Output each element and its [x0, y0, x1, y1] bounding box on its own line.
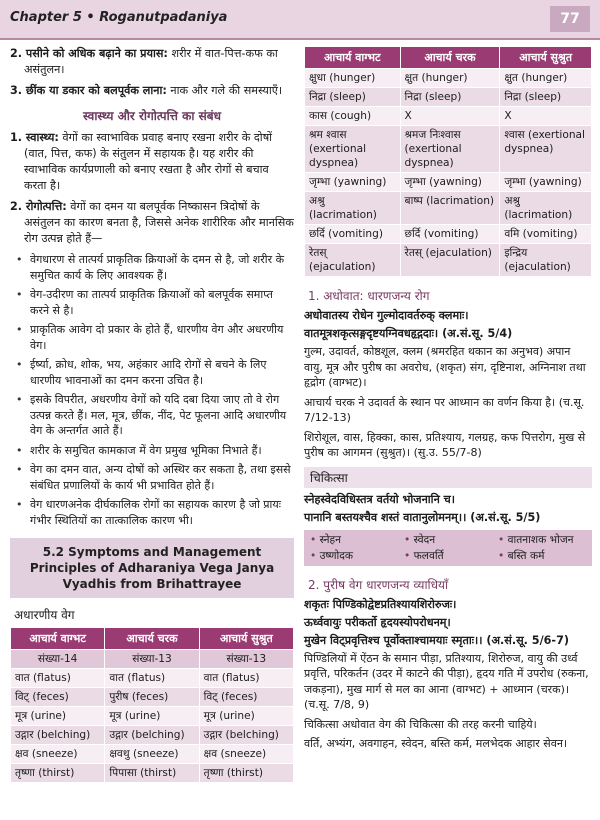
table-cell: X [400, 107, 500, 126]
table-row [305, 88, 592, 107]
table-cell: उद्गार (belching) [105, 726, 199, 745]
table-cell: वात (flatus) [11, 669, 105, 688]
verse-line: मुखेन विट्प्रवृत्तिश्च पूर्वोक्ताश्चामयाः स्मृताः।। (अ.सं.सू. 5/6-7) [304, 633, 569, 647]
table-row [305, 192, 592, 225]
table-cell: अश्रु (lacrimation) [305, 192, 401, 225]
item-text: वेगों का स्वाभाविक प्रवाह बनाए रखना शरीर के दोषों (वात, पित्त, कफ) के संतुलन में सहायक है। यह शरीर की स्वाभाविक कार्यप्रणाली को बनाए रखता है और रोगों से बचाव करता है। [24, 131, 273, 192]
page-header [0, 0, 600, 40]
paragraph: पिण्डिलियों में ऐंठन के समान पीड़ा, प्रतिश्याय, शिरोरुज, वायु की उर्ध्व प्रवृत्ति, परिकर्तन (उदर में काटने की पीड़ा), हृदय गति में उपरोध (रुकना, जकड़ना), मुख मार्ग से मल का आना (वाग्भट) + आध्मान (चरक)। (च.सू. 7/8, 9) [304, 651, 589, 711]
treatment-item: • स्वेदन [404, 533, 492, 547]
table-cell: वमि (vomiting) [500, 225, 592, 244]
treatment-item: • वातनाशक भोजन [498, 533, 586, 547]
bullet-item: • वेगधारण से तात्पर्य प्राकृतिक क्रियाओं के दमन से है, जो शरीर के समुचित कार्य के लिए आवश्यक हैं। [30, 252, 294, 283]
table-cell: रेतस् (ejaculation) [305, 244, 401, 277]
count-row [11, 650, 294, 669]
bullet-item: • ईर्ष्या, क्रोध, शोक, भय, अहंकार आदि रोगों से बचने के लिए धारणीय भावनाओं का दमन करना उचित है। [30, 357, 294, 388]
bullet-item: • वेग धारणअनेक दीर्घकालिक रोगों का सहायक कारण है जो प्रायः गंभीर स्थितियों का तात्कालिक कारण भी। [30, 497, 294, 528]
adharaniya-vega-table-continued [304, 46, 592, 277]
left-column [10, 46, 294, 783]
item-title: 3. छींक या डकार को बलपूर्वक लाना: [10, 84, 167, 97]
table-row [305, 107, 592, 126]
table-cell: क्षवथु (sneeze) [105, 745, 199, 764]
table-row [11, 726, 294, 745]
item-text: शरीर में वात-पित्त-कफ का असंतुलन। [24, 47, 278, 76]
count-cell: संख्या-14 [11, 650, 105, 669]
section-title-box: 5.2 Symptoms and Management Principles of Adharaniya Vega Janya Vyadhis from Brihattrayee [10, 538, 294, 598]
column-header: आचार्य चरक [105, 628, 199, 650]
table-cell: उद्गार (belching) [11, 726, 105, 745]
table-cell: जृम्भा (yawning) [305, 173, 401, 192]
table-label: अधारणीय वेग [14, 608, 75, 622]
table-cell: छर्दि (vomiting) [305, 225, 401, 244]
item-sweat [10, 46, 294, 78]
bullet-item: • वेग का दमन वात, अन्य दोषों को अस्थिर कर सकता है, तथा इससे संबंधित प्रणालियों के कार्य भी प्रभावित होते हैं। [30, 462, 294, 493]
bullet-item: • प्राकृतिक आवेग दो प्रकार के होते हैं, धारणीय वेग और अधरणीय वेग। [30, 322, 294, 353]
table-row [11, 745, 294, 764]
table-cell: जृम्भा (yawning) [400, 173, 500, 192]
table-row [11, 669, 294, 688]
table-cell: निद्रा (sleep) [400, 88, 500, 107]
item-disease [10, 199, 294, 247]
bullet-item: • वेग-उदीरण का तात्पर्य प्राकृतिक क्रियाओं को बलपूर्वक समाप्त करने से है। [30, 287, 294, 318]
treatment-item: • फलवर्ति [404, 549, 492, 563]
paragraph: आचार्य चरक ने उदावर्त के स्थान पर आध्मान का वर्णन किया है। (च.सू. 7/12-13) [304, 395, 585, 424]
verse-line: ऊर्ध्ववायुः परीकर्तो हृदयस्योपरोधनम्। [304, 615, 451, 629]
table-cell: वात (flatus) [199, 669, 293, 688]
item-title: 1. स्वास्थ्य: [10, 131, 59, 144]
table-cell: क्षव (sneeze) [11, 745, 105, 764]
table-cell: अश्रु (lacrimation) [500, 192, 592, 225]
table-cell: तृष्णा (thirst) [199, 764, 293, 783]
table-cell: उद्गार (belching) [199, 726, 293, 745]
paragraph: वर्ति, अभ्यंग, अवगाहन, स्वेदन, बस्ति कर्म, मलभेदक आहार सेवन। [304, 737, 568, 750]
table-cell: श्रमज निःश्वास (exertional dyspnea) [400, 126, 500, 173]
table-header-row [305, 47, 592, 69]
table-cell: श्रम श्वास (exertional dyspnea) [305, 126, 401, 173]
verse-line: शकृतः पिण्डिकोद्वेष्टप्रतिश्यायशिरोरुजः। [304, 597, 457, 611]
verse-line: अधोवातस्य रोधेन गुल्मोदावर्तरुक् क्लमाः। [304, 309, 469, 322]
paragraph: गुल्म, उदावर्त, कोष्ठशूल, क्लम (श्रमरहित थकान का अनुभव) अपान वायु, मूत्र और पुरीष का अवरोध, (शकृत) संग, दृष्टिनाश, अग्निनाश तथा हृद्रोग (वाग्भट)। [304, 345, 586, 389]
table-cell: पिपासा (thirst) [105, 764, 199, 783]
count-cell: संख्या-13 [105, 650, 199, 669]
table-row [305, 244, 592, 277]
table-cell: विट् (feces) [199, 688, 293, 707]
column-header: आचार्य वाग्भट [305, 47, 401, 69]
subheading-health: स्वास्थ्य और रोगोत्पत्ति का संबंध [82, 109, 221, 123]
table-cell: X [500, 107, 592, 126]
table-row [305, 126, 592, 173]
page-number: 77 [550, 6, 590, 32]
table-cell: कास (cough) [305, 107, 401, 126]
item-sneeze [10, 83, 294, 99]
treatment-item: • उष्णोदक [310, 549, 398, 563]
bullet-item: • इसके विपरीत, अधरणीय वेगों को यदि दबा दिया जाए तो वे रोग उत्पन्न करते हैं। मल, मूत्र, छींक, नींद, पेट फूलना आदि अधारणीय वेग के अन्तर्गत आते हैं। [30, 392, 294, 439]
paragraph: शिरोशूल, वास, हिक्का, कास, प्रतिश्याय, गलग्रह, कफ पित्तरोग, मुख से पुरीष का आगमन (सुश्रुत)। (सु.उ. 55/7-8) [304, 430, 586, 459]
adharaniya-vega-table [10, 627, 294, 783]
section-heading-adhovata: 1. अधोवात: धारणजन्य रोग [308, 289, 430, 303]
table-cell: मूत्र (urine) [11, 707, 105, 726]
treatment-label: चिकित्सा [304, 467, 592, 488]
table-cell: इन्द्रिय (ejaculation) [500, 244, 592, 277]
verse-line: वातमूत्रशकृत्सङ्गदृष्टयग्निवधहृद्गदाः। (अ.सं.सू. 5/4) [304, 327, 513, 340]
verse-line: पानानि बस्तयश्चैव शस्तं वातानुलोमनम्।। (अ.सं.सू. 5/5) [304, 510, 541, 524]
section-heading-purisha: 2. पुरीष वेग धारणजन्य व्याधियाँ [308, 577, 449, 592]
treatment-item: • बस्ति कर्म [498, 549, 586, 563]
item-text: नाक और गले की समस्याएँ। [166, 84, 283, 97]
table-cell: क्षुधा (hunger) [305, 69, 401, 88]
table-cell: तृष्णा (thirst) [11, 764, 105, 783]
table-cell: छर्दि (vomiting) [400, 225, 500, 244]
table-cell: श्वास (exertional dyspnea) [500, 126, 592, 173]
verse-line: स्नेहस्वेदविधिस्तत्र वर्तयो भोजनानि च। [304, 492, 456, 506]
table-row [305, 225, 592, 244]
treatment-grid [304, 530, 592, 566]
table-row [11, 707, 294, 726]
table-row [11, 688, 294, 707]
column-header: आचार्य चरक [400, 47, 500, 69]
item-text: वेगों का दमन या बलपूर्वक निष्कासन त्रिदोषों के असंतुलन का कारण बनता है, जिससे अनेक शारीरिक और मानसिक रोग उत्पन्न होते हैं— [24, 200, 294, 245]
table-row [305, 69, 592, 88]
table-cell: मूत्र (urine) [199, 707, 293, 726]
table-cell: वात (flatus) [105, 669, 199, 688]
right-column [304, 46, 592, 756]
treatment-item: • स्नेहन [310, 533, 398, 547]
table-cell: बाष्प (lacrimation) [400, 192, 500, 225]
table-cell: रेतस् (ejaculation) [400, 244, 500, 277]
column-header: आचार्य वाग्भट [11, 628, 105, 650]
count-cell: संख्या-13 [199, 650, 293, 669]
table-cell: क्षुत (hunger) [400, 69, 500, 88]
table-header-row [11, 628, 294, 650]
table-cell: विट् (feces) [11, 688, 105, 707]
item-health [10, 130, 294, 194]
table-cell: क्षुत (hunger) [500, 69, 592, 88]
column-header: आचार्य सुश्रुत [199, 628, 293, 650]
column-header: आचार्य सुश्रुत [500, 47, 592, 69]
paragraph: चिकित्सा अधोवात वेग की चिकित्सा की तरह करनी चाहिये। [304, 717, 537, 731]
chapter-title: Chapter 5 • Roganutpadaniya [10, 10, 228, 25]
table-cell: निद्रा (sleep) [305, 88, 401, 107]
table-cell: निद्रा (sleep) [500, 88, 592, 107]
table-cell: जृम्भा (yawning) [500, 173, 592, 192]
table-row [11, 764, 294, 783]
item-title: 2. पसीने को अधिक बढ़ाने का प्रयास: [10, 47, 168, 60]
table-cell: मूत्र (urine) [105, 707, 199, 726]
table-row [305, 173, 592, 192]
table-cell: पुरीष (feces) [105, 688, 199, 707]
table-cell: क्षव (sneeze) [199, 745, 293, 764]
bullet-item: • शरीर के समुचित कामकाज में वेग प्रमुख भूमिका निभाते हैं। [30, 443, 294, 459]
item-title: 2. रोगोत्पत्ति: [10, 200, 67, 213]
